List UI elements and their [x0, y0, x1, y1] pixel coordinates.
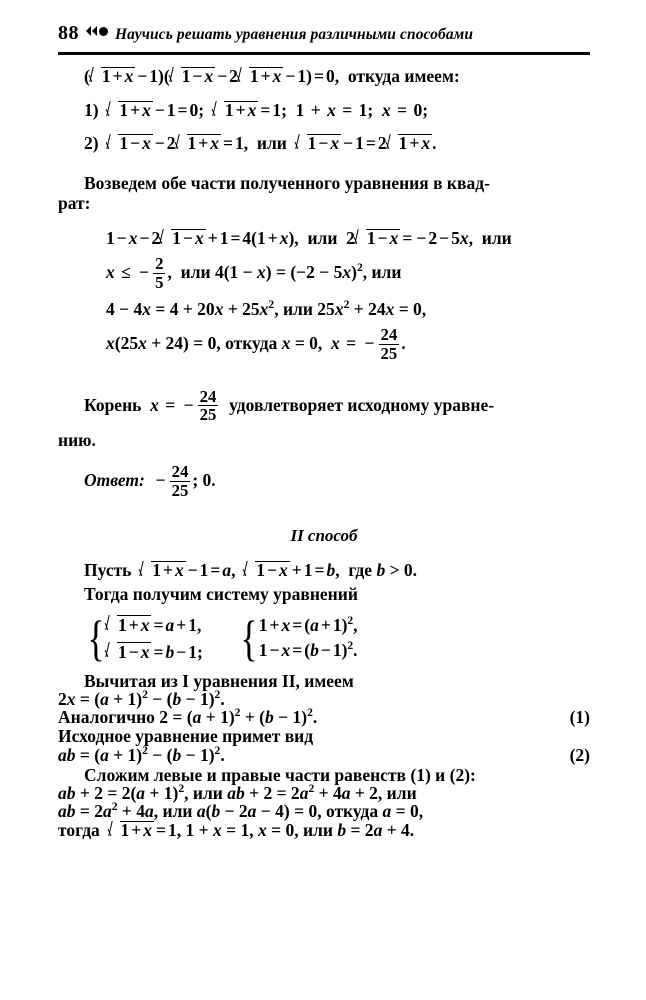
line-subtract: Вычитая из I уравнения II, имеем: [84, 670, 354, 691]
running-title: Научись решать уравнения различными способами: [115, 26, 474, 43]
equation-2x: $2x = (a + 1)^2 - (b - 1)^2$.: [58, 689, 225, 710]
equation-sum-3: тогда 1 + x = 1, 1 + x = 1, x = 0, или b = 2a + 4.: [58, 820, 415, 841]
method-two-heading: II способ: [290, 525, 358, 545]
equation-sum-1: ab + $2 = 2(a + 1)^2$, или ab + $2 = 2a^2 + 4a + 2$, или: [58, 783, 417, 804]
equation-number-1: (1): [569, 706, 590, 727]
equation-sum-2: ab = $2a^2 + 4a$, или a(b − 2a − 4) = 0, откуда a = 0,: [58, 800, 424, 821]
equation-inequality: x ≤ − $\frac{2}{5}$ , или $4(1 - x) = (-2 - 5x)^2$, или: [106, 254, 402, 292]
equation-expand: 1 − x − 2 1 − x + 1 = 4(1 + x), или 2 1 − x = − 2 − 5x, или: [106, 227, 512, 248]
sentence-root-satisfies-cont: нию.: [58, 429, 96, 450]
page-body: [58, 66, 590, 840]
fraction-24-25-answer: $\frac{24}{25}$: [171, 462, 189, 500]
system-right: [237, 609, 358, 666]
equation-item-2: 2) 1 − x − 2 1 + x = 1, или 1 − x − 1 = 2 1 + x .: [84, 133, 437, 153]
fraction-two-fifths: $\frac{2}{5}$: [155, 254, 164, 292]
answer-tail: ; 0.: [192, 470, 216, 491]
paragraph-square-both-sides: Возведем обе части полученного уравнения в квад- рат:: [58, 172, 490, 214]
line-original-takes-form: Исходное уравнение примет вид: [58, 726, 314, 747]
answer-line: Ответ: − $\frac{24}{25}$ ; 0.: [84, 462, 216, 500]
equation-ab: ab = $(a + 1)^2 - (b - 1)^2$. (2): [58, 745, 590, 766]
page-number: 88: [58, 22, 79, 44]
equation-item-1: 1) 1 + x − 1 = 0; 1 + x = 1; 1 + x = 1; x = 0;: [84, 99, 429, 120]
left-brace-icon-2: {: [240, 609, 258, 666]
equation-number-2: (2): [569, 745, 590, 766]
left-brace-icon: {: [87, 609, 105, 666]
systems-row: [58, 609, 590, 666]
chevron-dot-ornament-icon: [86, 26, 108, 36]
chevron-left-icon-2: [92, 26, 97, 36]
system-left-eq-1: 1 + x = a + 1,: [106, 614, 203, 634]
line-then-system: Тогда получим систему уравнений: [84, 584, 358, 605]
system-left-eq-2: 1 − x = b − 1;: [106, 641, 203, 661]
answer-label: Ответ:: [84, 470, 145, 491]
fraction-24-25-root: $\frac{24}{25}$: [380, 325, 398, 363]
system-right-eq-2: $1 - x = (b - 1)^2$.: [258, 640, 358, 661]
root-word: Корень: [84, 394, 142, 415]
header-rule: [58, 52, 590, 55]
equation-factored: ( 1 + x − 1)( 1 − x − 2 1 + x − 1) = 0, откуда имеем:: [84, 66, 460, 86]
sentence-root-satisfies: Корень x = − $\frac{24}{25}$ удовлетворяет исходному уравне-: [84, 386, 495, 425]
running-head: [58, 22, 590, 45]
system-left: [84, 609, 203, 666]
equation-roots: x(25x + 24) = 0, откуда x = 0, x = − $\frac{24}{25}$ .: [106, 325, 406, 363]
equation-quadratic: $4 - 4x = 4 + 20x + 25x^2$, или $25x^2 + 24x = 0$,: [106, 298, 427, 319]
line-let-substitution: Пусть 1 + x − 1 = a, 1 − x + 1 = b, где b > 0.: [84, 559, 418, 580]
bullet-dot-icon: [99, 27, 108, 36]
system-right-eq-1: $1 + x = (a + 1)^2$,: [258, 614, 358, 635]
root-satisfies-tail: удовлетворяет исходному уравне-: [229, 394, 495, 415]
fraction-24-25-sentence: $\frac{24}{25}$: [199, 386, 217, 425]
chevron-left-icon-1: [86, 26, 91, 36]
equation-analog: Аналогично $2 = (a + 1)^2 + (b - 1)^2$. (1): [58, 706, 590, 727]
line-sum-both-sides: Сложим левые и правые части равенств (1) и (2):: [84, 764, 476, 785]
